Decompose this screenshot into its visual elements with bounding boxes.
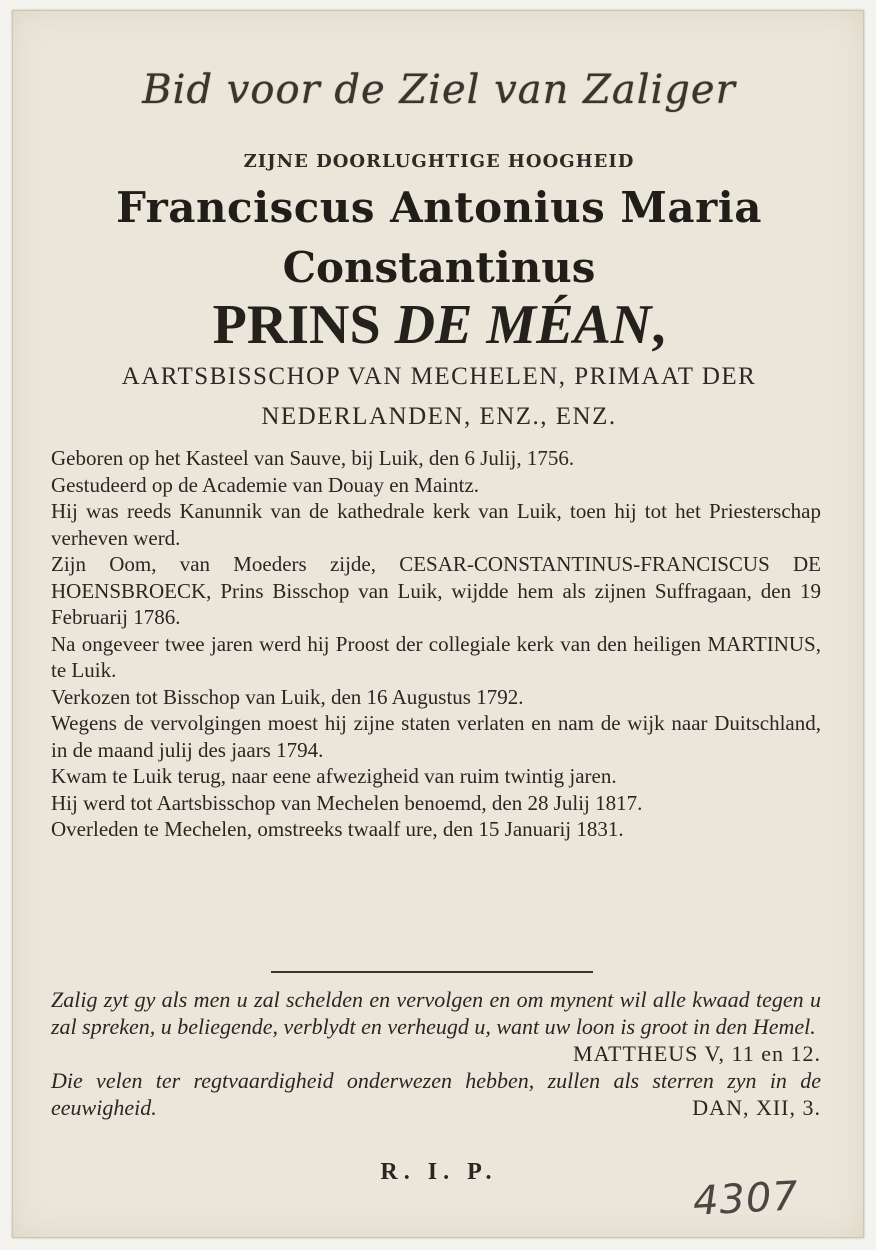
prince-name-a: PRINS xyxy=(212,294,381,356)
title-line-2: NEDERLANDEN, ENZ., ENZ. xyxy=(261,403,617,430)
quote-matthew-text: Zalig zyt gy als men u zal schelden en vervolgen en om mynent wil alle kwaad tegen u zal spreken, u beliegende, verblydt en verheugd u, want uw loon is groot in den Hemel. xyxy=(51,987,821,1039)
heading: Bid voor de Ziel van Zaliger xyxy=(142,67,736,113)
bio-line: Geboren op het Kasteel van Sauve, bij Luik, den 6 Julij, 1756. xyxy=(51,446,575,470)
bio-line: Gestudeerd op de Academie van Douay en Maintz. xyxy=(51,472,480,497)
bio-line: Overleden te Mechelen, omstreeks twaalf ure, den 15 Januarij 1831. xyxy=(51,817,624,841)
bio-line: Verkozen tot Bisschop van Luik, den 16 Augustus 1792. xyxy=(51,684,524,709)
bio-line: Hij werd tot Aartsbisschop van Mechelen benoemd, den 28 Julij 1817. xyxy=(51,790,643,815)
quote-daniel xyxy=(51,1067,821,1121)
title-line-1: AARTSBISSCHOP VAN MECHELEN, PRIMAAT DER xyxy=(121,363,757,390)
prince-name-c: , xyxy=(651,294,666,356)
bio-line: Na ongeveer twee jaren werd hij Proost der collegiale kerk van den heiligen MARTINUS, te Luik. xyxy=(51,631,821,682)
bio-line: Zijn Oom, van Moeders zijde, CESAR-CONSTANTINUS-FRANCISCUS DE HOENSBROECK, Prins Bisschop van Luik, wijdde hem als zijnen Suffragaan, den 19 Februarij 1786. xyxy=(51,552,821,629)
quote-matthew-ref: MATTHEUS V, 11 en 12. xyxy=(573,1041,821,1066)
name-line-1: Franciscus Antonius Maria xyxy=(116,183,762,232)
prince-name xyxy=(13,293,865,357)
bio-line: Wegens de vervolgingen moest hij zijne staten verlaten en nam de wijk naar Duitschland, in de maand julij des jaars 1794. xyxy=(51,711,821,762)
honorific: ZIJNE DOORLUGHTIGE HOOGHEID xyxy=(243,151,635,172)
biography xyxy=(51,445,821,843)
quote-daniel-text: Die velen ter regtvaardigheid onderwezen hebben, zullen als sterren zyn in de eeuwigheid. xyxy=(51,1068,821,1120)
bio-line: Kwam te Luik terug, naar eene afwezigheid van ruim twintig jaren. xyxy=(51,764,617,788)
memorial-card xyxy=(12,10,864,1238)
bio-line: Hij was reeds Kanunnik van de kathedrale kerk van Luik, toen hij tot het Priesterschap verheven werd. xyxy=(51,499,821,550)
prince-name-b: DE MÉAN xyxy=(394,294,652,356)
quote-matthew xyxy=(51,986,821,1066)
scripture-quotes xyxy=(51,986,821,1121)
quote-daniel-ref: DAN, XII, 3. xyxy=(692,1095,821,1120)
rip: R. I. P. xyxy=(380,1159,498,1185)
handwritten-number: 4307 xyxy=(691,1173,800,1225)
name-line-2: Constantinus xyxy=(282,243,596,292)
divider xyxy=(271,971,593,973)
